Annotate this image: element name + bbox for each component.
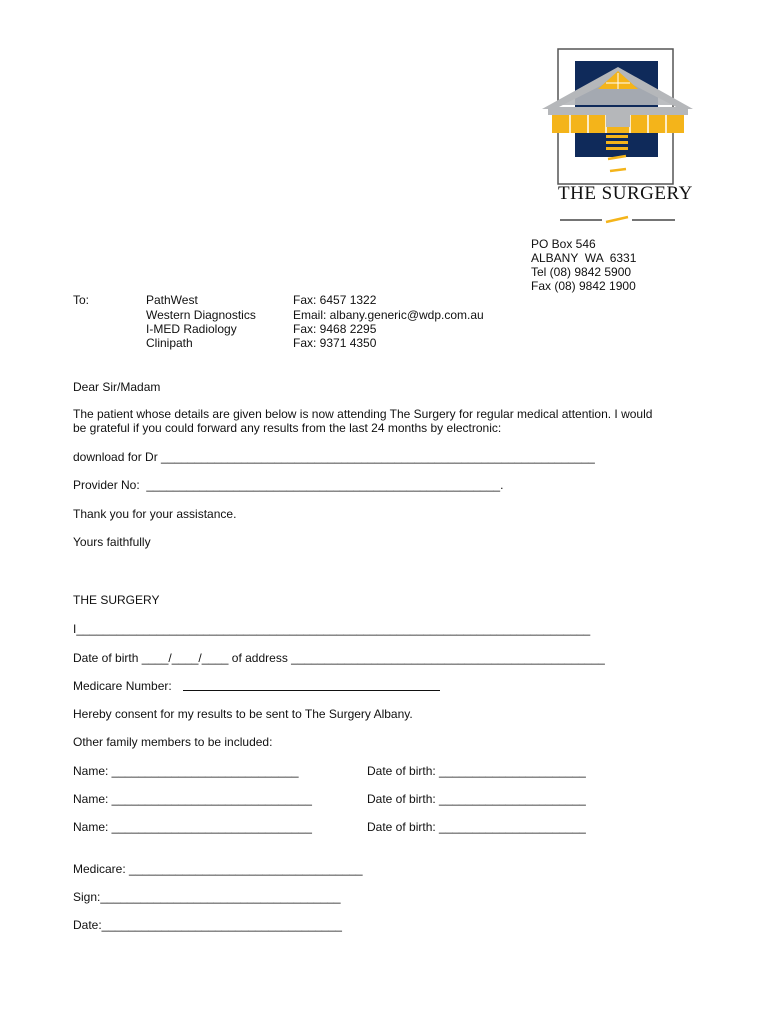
city-state-postcode: ALBANY WA 6331 — [531, 251, 637, 265]
family-member-dob-field[interactable]: Date of birth: ______________________ — [367, 792, 586, 806]
consent-statement: Hereby consent for my results to be sent to The Surgery Albany. — [73, 707, 413, 721]
date-field[interactable]: Date:____________________________________ — [73, 918, 342, 932]
thanks-text: Thank you for your assistance. — [73, 507, 237, 521]
patient-name-field[interactable]: I_____________________________________________________________________________ — [73, 622, 591, 636]
family-member-dob-field[interactable]: Date of birth: ______________________ — [367, 820, 586, 834]
paragraph-line: be grateful if you could forward any results from the last 24 months by electronic: — [73, 421, 502, 435]
recipient-name: Western Diagnostics — [146, 308, 256, 322]
family-member-name-field[interactable]: Name: ______________________________ — [73, 792, 312, 806]
recipient-name: I-MED Radiology — [146, 322, 237, 336]
recipient-contact: Email: albany.generic@wdp.com.au — [293, 308, 484, 322]
provider-number-field[interactable]: Provider No: _____________________________________________________. — [73, 478, 504, 492]
family-member-name-field[interactable]: Name: ____________________________ — [73, 764, 299, 778]
family-member-dob-field[interactable]: Date of birth: ______________________ — [367, 764, 586, 778]
to-label: To: — [73, 293, 90, 307]
recipient-contact: Fax: 9371 4350 — [293, 336, 377, 350]
paragraph-line: The patient whose details are given below is now attending The Surgery for regular medical attention. I would — [73, 407, 653, 421]
signoff-text: THE SURGERY — [73, 593, 160, 607]
medicare-number-field[interactable] — [183, 690, 440, 691]
family-members-heading: Other family members to be included: — [73, 735, 273, 749]
download-for-doctor-field[interactable]: download for Dr _________________________________________________________________ — [73, 450, 595, 464]
logo-wordmark: THE SURGERY — [558, 183, 693, 204]
family-member-name-field[interactable]: Name: ______________________________ — [73, 820, 312, 834]
medicare-field[interactable]: Medicare: ___________________________________ — [73, 862, 363, 876]
telephone: Tel (08) 9842 5900 — [531, 265, 632, 279]
po-box: PO Box 546 — [531, 237, 596, 251]
dob-address-field[interactable]: Date of birth ____/____/____ of address _______________________________________________ — [73, 651, 605, 665]
recipient-contact: Fax: 9468 2295 — [293, 322, 377, 336]
the-surgery-logo — [540, 47, 695, 227]
medicare-number-label: Medicare Number: — [73, 679, 172, 693]
closing-text: Yours faithfully — [73, 535, 151, 549]
recipient-name: Clinipath — [146, 336, 193, 350]
fax: Fax (08) 9842 1900 — [531, 279, 636, 293]
recipient-name: PathWest — [146, 293, 198, 307]
recipient-contact: Fax: 6457 1322 — [293, 293, 377, 307]
salutation: Dear Sir/Madam — [73, 380, 161, 394]
signature-field[interactable]: Sign:____________________________________ — [73, 890, 341, 904]
